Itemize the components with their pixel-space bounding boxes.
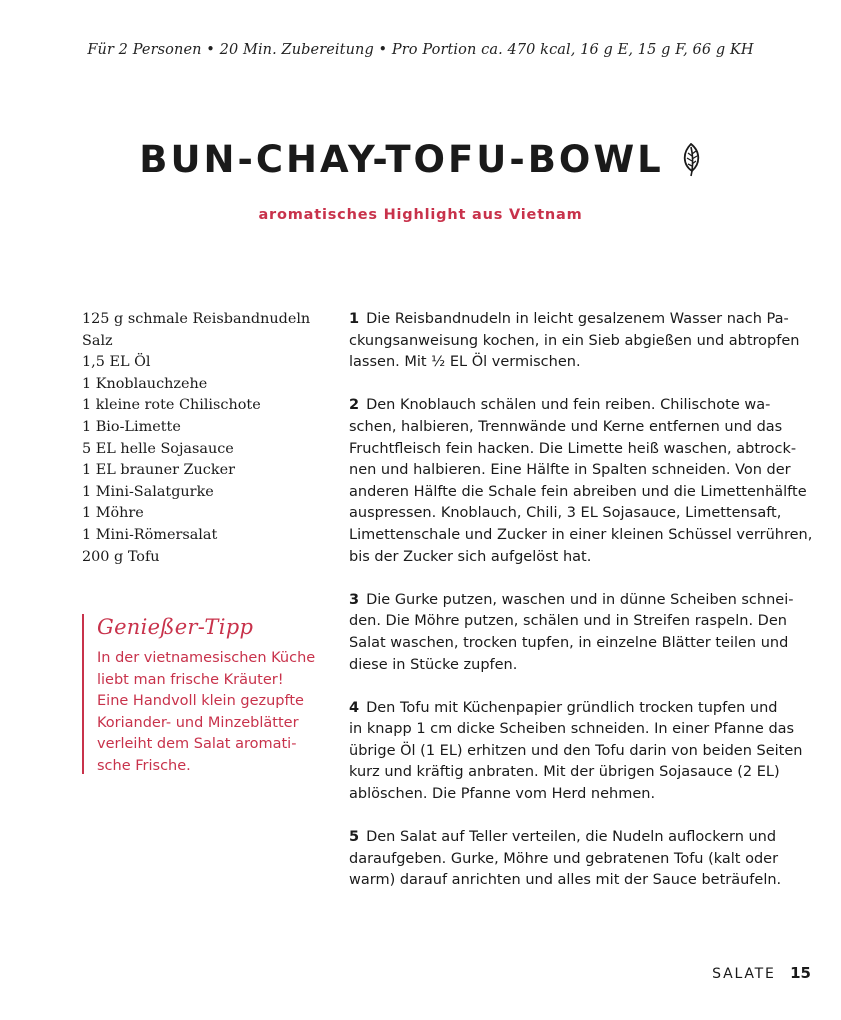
step-line: bis der Zucker sich aufgelöst hat. [349, 548, 592, 565]
step-line: lassen. Mit ½ EL Öl vermischen. [349, 354, 581, 371]
page-number: 15 [790, 964, 811, 982]
step-line: kurz und kräftig anbraten. Mit der übrigen Sojasauce (2 EL) [349, 764, 780, 781]
step-line: ckungsanweisung kochen, in ein Sieb abgießen und abtropfen [349, 332, 800, 349]
ingredient-item: 1 Mini-Römersalat [82, 526, 218, 543]
tip-line: liebt man frische Kräuter! [97, 671, 284, 688]
step-number: 2 [349, 397, 360, 414]
page-footer [712, 964, 811, 982]
ingredient-item: 1 kleine rote Chilischote [82, 397, 261, 414]
step-2 [349, 395, 813, 568]
step-line [349, 827, 789, 849]
step-number: 3 [349, 591, 360, 608]
step-line: in knapp 1 cm dicke Scheiben schneiden. In einer Pfanne das [349, 721, 795, 738]
step-text: Die Gurke putzen, waschen und in dünne Scheiben schnei- [366, 591, 794, 608]
steps-column [349, 309, 813, 914]
title-row [0, 138, 841, 181]
step-line: warm) darauf anrichten und alles mit der Sauce beträufeln. [349, 872, 782, 889]
step-line [349, 309, 789, 331]
ingredient-item: 1 Möhre [82, 505, 144, 522]
ingredient-item: 1 Mini-Salatgurke [82, 483, 214, 500]
step-line: Limettenschale und Zucker in einer kleinen Schüssel verrühren, [349, 526, 813, 543]
step-line: nen und halbieren. Eine Hälfte in Spalten schneiden. Von der [349, 462, 791, 479]
step-line: den. Die Möhre putzen, schälen und in Streifen raspeln. Den [349, 613, 787, 630]
step-5 [349, 827, 789, 892]
step-line: Fruchtfleisch fein hacken. Die Limette heiß waschen, abtrock- [349, 440, 797, 457]
step-text: Den Tofu mit Küchenpapier gründlich trocken tupfen und [366, 699, 778, 716]
tip-line: sche Frische. [97, 757, 191, 774]
step-line: anderen Hälfte die Schale fein abreiben und die Limettenhälfte [349, 483, 807, 500]
step-line: ablöschen. Die Pfanne vom Herd nehmen. [349, 786, 656, 803]
step-line: schen, halbieren, Trennwände und Kerne entfernen und das [349, 418, 783, 435]
tip-box [82, 614, 322, 774]
step-text: Den Salat auf Teller verteilen, die Nudeln auflockern und [366, 829, 777, 846]
tip-line: Eine Handvoll klein gezupfte [97, 693, 304, 710]
recipe-meta: Für 2 Personen • 20 Min. Zubereitung • Pro Portion ca. 470 kcal, 16 g E, 15 g F, 66 g KH [87, 42, 754, 58]
recipe-subtitle: aromatisches Highlight aus Vietnam [258, 207, 583, 223]
tip-line: Koriander- und Minzeblätter [97, 714, 299, 731]
step-number: 5 [349, 829, 360, 846]
recipe-title: BUN-CHAY-TOFU-BOWL [139, 138, 664, 181]
step-3 [349, 590, 794, 676]
step-line: übrige Öl (1 EL) erhitzen und den Tofu darin von beiden Seiten [349, 742, 803, 759]
leaf-icon [680, 143, 702, 177]
step-4 [349, 698, 803, 806]
step-number: 1 [349, 311, 360, 327]
ingredient-item: 1,5 EL Öl [82, 354, 151, 371]
step-line [349, 395, 789, 417]
step-line: daraufgeben. Gurke, Möhre und gebratenen Tofu (kalt oder [349, 850, 779, 867]
section-label: SALATE [712, 966, 776, 982]
tip-line: verleiht dem Salat aromati- [97, 736, 297, 753]
tip-title: Genießer-Tipp [97, 615, 254, 639]
step-line [349, 698, 789, 720]
ingredient-item: Salz [82, 332, 113, 349]
step-line [349, 590, 794, 612]
step-line: auspressen. Knoblauch, Chili, 3 EL Sojasauce, Limettensaft, [349, 505, 782, 522]
ingredient-item: 1 Bio-Limette [82, 418, 181, 435]
step-line: Salat waschen, trocken tupfen, in einzelne Blätter teilen und [349, 634, 789, 651]
ingredient-item: 200 g Tofu [82, 548, 160, 565]
step-line: diese in Stücke zupfen. [349, 656, 518, 673]
tip-line: In der vietnamesischen Küche [97, 650, 316, 666]
ingredient-item: 1 EL brauner Zucker [82, 462, 235, 479]
step-number: 4 [349, 699, 360, 716]
step-text: Die Reisbandnudeln in leicht gesalzenem Wasser nach Pa- [366, 311, 789, 327]
step-1 [349, 309, 800, 374]
ingredient-list [82, 309, 322, 568]
ingredient-item: 125 g schmale Reisbandnudeln [82, 311, 311, 327]
ingredient-item: 5 EL helle Sojasauce [82, 440, 234, 457]
ingredient-item: 1 Knoblauchzehe [82, 375, 208, 392]
step-text: Den Knoblauch schälen und fein reiben. Chilischote wa- [366, 397, 771, 414]
tip-text [97, 648, 322, 778]
